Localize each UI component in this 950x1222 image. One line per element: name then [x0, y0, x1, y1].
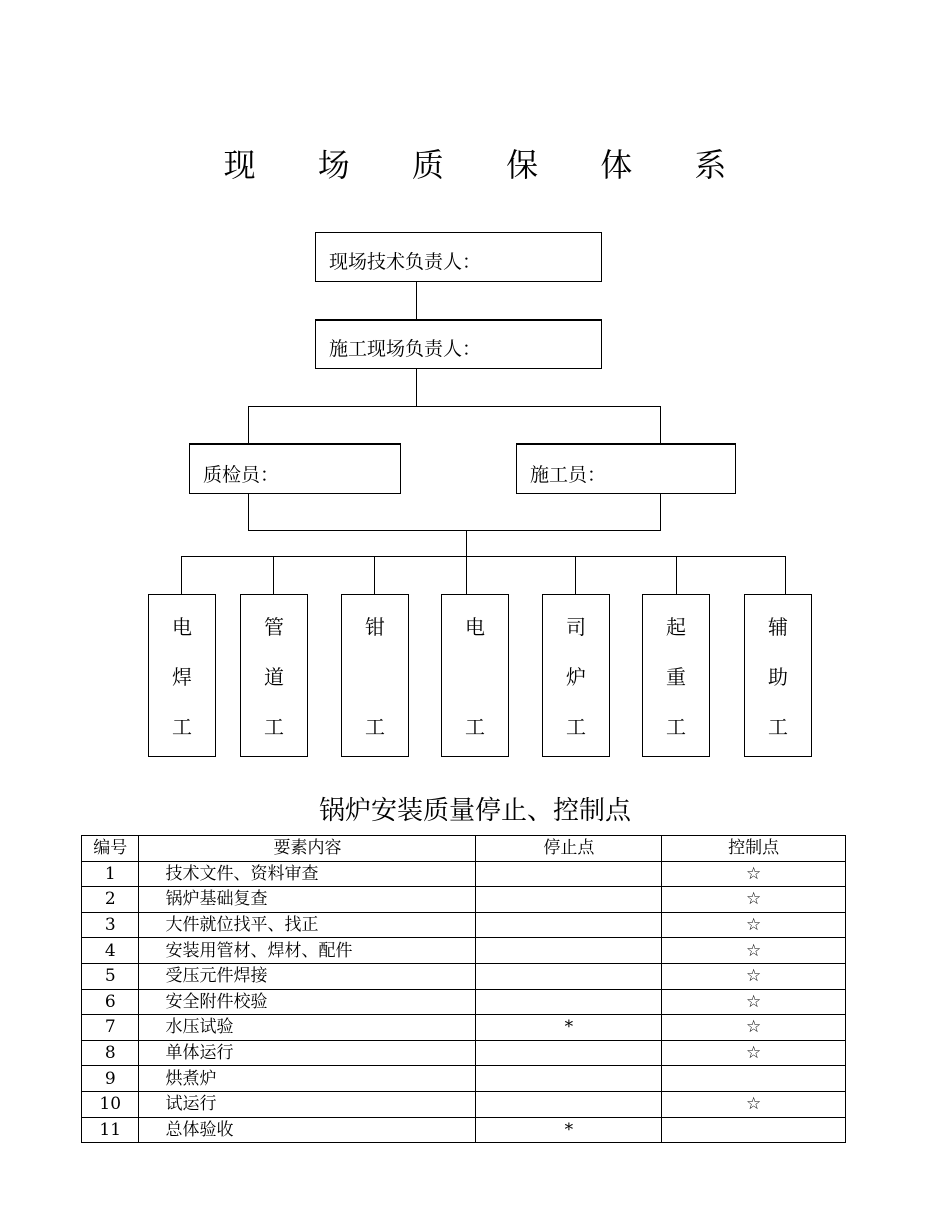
worker-char: 电: [172, 615, 192, 639]
cell-stop-point: [476, 912, 662, 938]
cell-number: 9: [82, 1066, 139, 1092]
cell-number: 1: [82, 861, 139, 887]
cell-control-point: ☆: [662, 938, 846, 964]
cell-number: 8: [82, 1040, 139, 1066]
cell-stop-point: *: [476, 1117, 662, 1143]
connector-line: [248, 494, 249, 531]
cell-content: 烘煮炉: [139, 1066, 476, 1092]
cell-stop-point: [476, 963, 662, 989]
connector-line: [416, 282, 417, 319]
connector-line: [676, 556, 677, 594]
connector-line: [416, 369, 417, 406]
table-row: [82, 887, 846, 913]
cell-stop-point: [476, 1091, 662, 1117]
connector-line: [575, 556, 576, 594]
worker-char: 工: [172, 715, 192, 739]
inspector-label: 质检员：: [203, 464, 280, 486]
worker-char: 工: [365, 715, 385, 739]
constructor-box: [516, 443, 736, 494]
inspector-box: [189, 443, 401, 494]
worker-char: 工: [666, 715, 686, 739]
table-row: [82, 989, 846, 1015]
connector-line: [466, 530, 467, 557]
cell-control-point: ☆: [662, 989, 846, 1015]
connector-line: [660, 494, 661, 531]
cell-stop-point: [476, 1040, 662, 1066]
constructor-label: 施工员：: [530, 464, 607, 486]
cell-content: 单体运行: [139, 1040, 476, 1066]
connector-line: [660, 406, 661, 444]
table-row: [82, 1066, 846, 1092]
worker-box-fitter: [341, 594, 409, 757]
worker-char: 工: [264, 715, 284, 739]
cell-content: 受压元件焊接: [139, 963, 476, 989]
tech-lead-label: 现场技术负责人：: [329, 251, 482, 273]
cell-control-point: [662, 1066, 846, 1092]
cell-content: 锅炉基础复查: [139, 887, 476, 913]
cell-number: 6: [82, 989, 139, 1015]
worker-char: 工: [566, 715, 586, 739]
cell-stop-point: [476, 989, 662, 1015]
cell-control-point: ☆: [662, 912, 846, 938]
header-control-point: 控制点: [662, 836, 846, 862]
cell-stop-point: [476, 1066, 662, 1092]
table-row: [82, 1117, 846, 1143]
connector-line: [181, 556, 182, 594]
connector-line: [181, 556, 786, 557]
cell-control-point: ☆: [662, 1040, 846, 1066]
header-content: 要素内容: [139, 836, 476, 862]
cell-number: 11: [82, 1117, 139, 1143]
cell-control-point: ☆: [662, 1015, 846, 1041]
cell-control-point: [662, 1117, 846, 1143]
cell-content: 总体验收: [139, 1117, 476, 1143]
worker-char: 电: [465, 615, 485, 639]
worker-char: 辅: [768, 615, 788, 639]
cell-content: 大件就位找平、找正: [139, 912, 476, 938]
worker-char: 工: [465, 715, 485, 739]
header-number: 编号: [82, 836, 139, 862]
cell-control-point: ☆: [662, 887, 846, 913]
connector-line: [785, 556, 786, 594]
connector-line: [248, 406, 661, 407]
worker-box-helper: [744, 594, 812, 757]
table-body: [82, 861, 846, 1143]
quality-control-table: [81, 835, 846, 1143]
table-row: [82, 912, 846, 938]
cell-number: 2: [82, 887, 139, 913]
cell-stop-point: [476, 887, 662, 913]
cell-content: 试运行: [139, 1091, 476, 1117]
worker-char: 管: [264, 615, 284, 639]
table-header-row: [82, 836, 846, 862]
site-lead-box: [315, 319, 602, 369]
cell-number: 4: [82, 938, 139, 964]
cell-content: 水压试验: [139, 1015, 476, 1041]
cell-number: 7: [82, 1015, 139, 1041]
table-row: [82, 963, 846, 989]
connector-line: [466, 556, 467, 594]
site-lead-label: 施工现场负责人：: [329, 338, 482, 360]
worker-char: 助: [768, 665, 788, 689]
worker-box-pipefitter: [240, 594, 308, 757]
worker-char: 重: [666, 665, 686, 689]
cell-number: 3: [82, 912, 139, 938]
cell-control-point: ☆: [662, 963, 846, 989]
worker-char: 钳: [365, 615, 385, 639]
connector-line: [374, 556, 375, 594]
table-title: 锅炉安装质量停止、控制点: [318, 796, 631, 826]
table-row: [82, 1091, 846, 1117]
connector-line: [273, 556, 274, 594]
cell-content: 技术文件、资料审查: [139, 861, 476, 887]
cell-content: 安全附件校验: [139, 989, 476, 1015]
header-stop-point: 停止点: [476, 836, 662, 862]
page-title: 现 场 质 保 体 系: [223, 146, 753, 184]
worker-char: 司: [566, 615, 586, 639]
worker-char: 焊: [172, 665, 192, 689]
cell-stop-point: *: [476, 1015, 662, 1041]
worker-char: 起: [666, 615, 686, 639]
connector-line: [248, 530, 661, 531]
worker-char: 炉: [566, 665, 586, 689]
worker-box-electrician: [441, 594, 509, 757]
connector-line: [248, 406, 249, 444]
worker-char: 工: [768, 715, 788, 739]
cell-control-point: ☆: [662, 1091, 846, 1117]
worker-box-rigger: [642, 594, 710, 757]
cell-content: 安装用管材、焊材、配件: [139, 938, 476, 964]
worker-char: 道: [264, 665, 284, 689]
table-row: [82, 1040, 846, 1066]
tech-lead-box: [315, 232, 602, 282]
worker-box-boiler-operator: [542, 594, 610, 757]
worker-box-welder: [148, 594, 216, 757]
cell-stop-point: [476, 938, 662, 964]
cell-number: 10: [82, 1091, 139, 1117]
cell-control-point: ☆: [662, 861, 846, 887]
table-row: [82, 938, 846, 964]
table-row: [82, 861, 846, 887]
table-row: [82, 1015, 846, 1041]
cell-stop-point: [476, 861, 662, 887]
cell-number: 5: [82, 963, 139, 989]
